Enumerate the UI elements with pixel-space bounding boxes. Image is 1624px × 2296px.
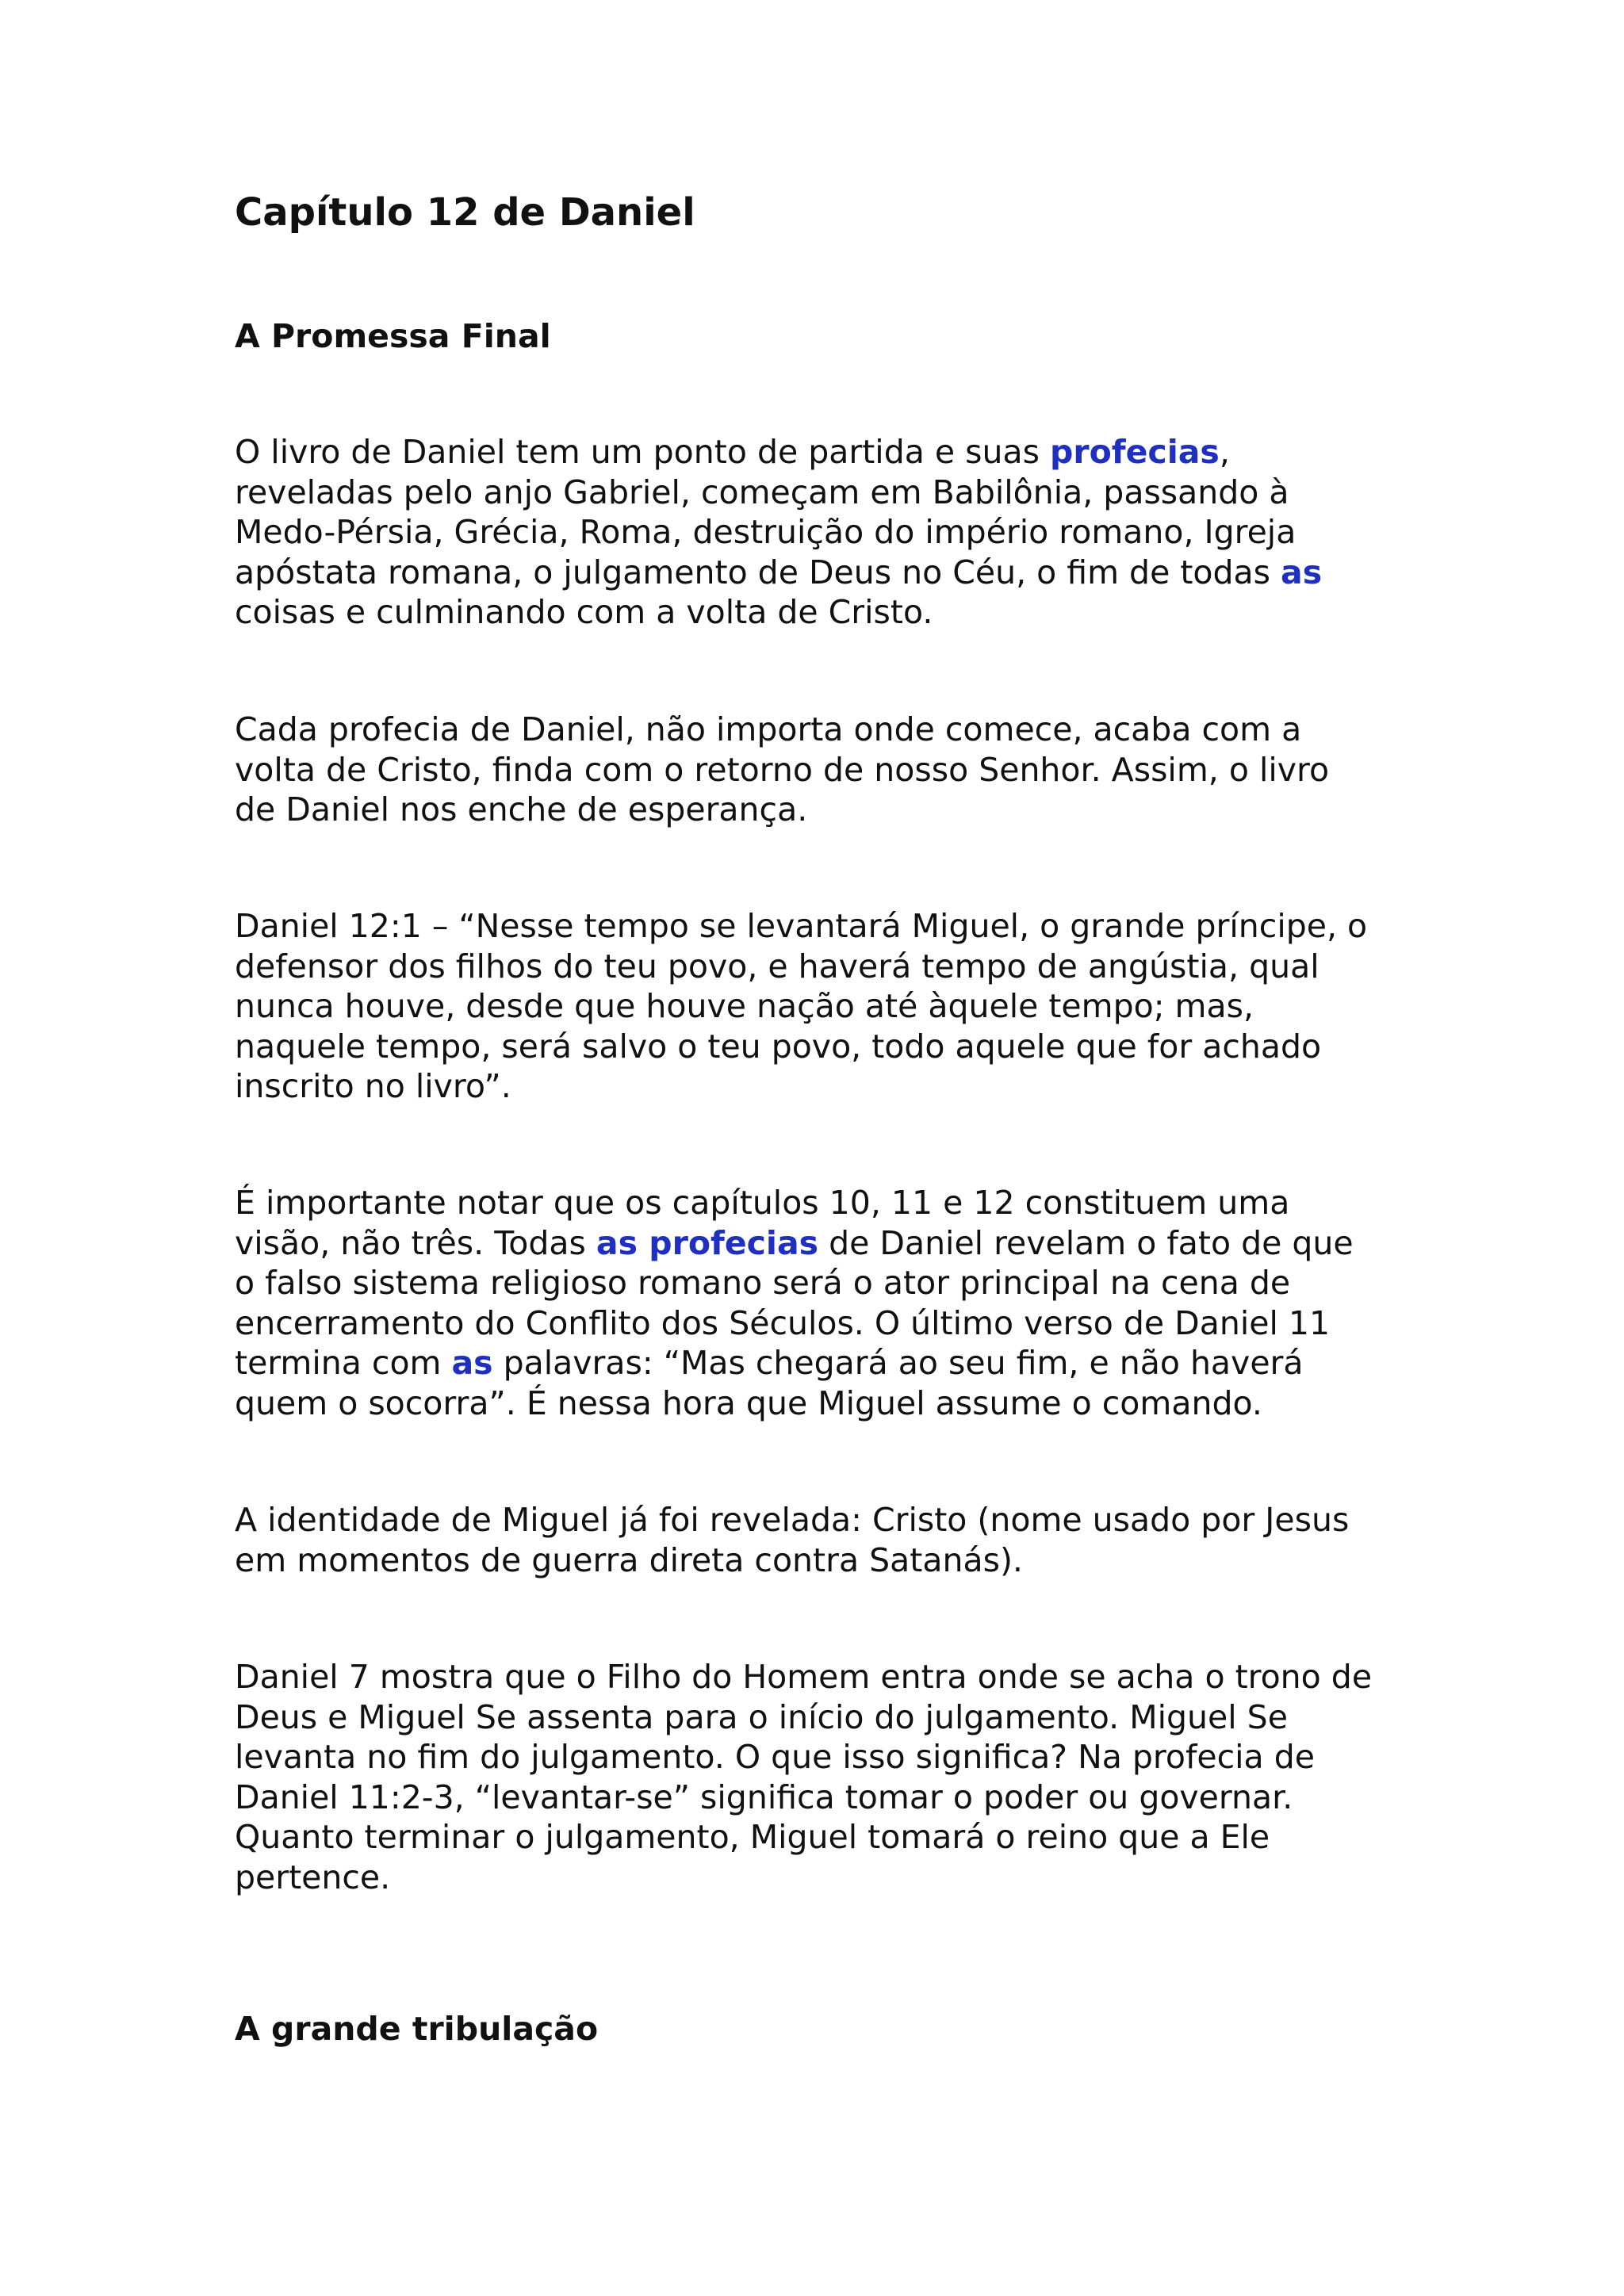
chapter-title: Capítulo 12 de Daniel bbox=[235, 190, 695, 235]
paragraph-line: Deus e Miguel Se assenta para o início do julgamento. Miguel Se bbox=[235, 1697, 1288, 1736]
paragraph-line: Medo-Pérsia, Grécia, Roma, destruição do império romano, Igreja bbox=[235, 513, 1297, 551]
paragraph-intro bbox=[235, 432, 1424, 633]
paragraph-line: Cada profecia de Daniel, não importa onde comece, acaba com a bbox=[235, 710, 1302, 748]
paragraph-line: de Daniel nos enche de esperança. bbox=[235, 790, 808, 828]
paragraph-identidade-miguel bbox=[235, 1500, 1424, 1580]
paragraph-daniel-7 bbox=[235, 1657, 1424, 1897]
paragraph-line: Daniel 7 mostra que o Filho do Homem entra onde se acha o trono de bbox=[235, 1658, 1373, 1696]
paragraph-line: reveladas pelo anjo Gabriel, começam em Babilônia, passando à bbox=[235, 473, 1289, 511]
text-run: apóstata romana, o julgamento de Deus no Céu, o fim de todas bbox=[235, 553, 1281, 591]
section-heading-promessa-final: A Promessa Final bbox=[235, 317, 551, 355]
text-run: palavras: “Mas chegará ao seu fim, e não haverá bbox=[492, 1344, 1304, 1382]
paragraph-line: pertence. bbox=[235, 1858, 391, 1896]
paragraph-line: Quanto terminar o julgamento, Miguel tomará o reino que a Ele bbox=[235, 1818, 1270, 1856]
text-run: termina com bbox=[235, 1344, 452, 1382]
paragraph-line: o falso sistema religioso romano será o ator principal na cena de bbox=[235, 1264, 1291, 1302]
section-heading-grande-tribulacao: A grande tribulação bbox=[235, 2010, 599, 2048]
keyword-link-as[interactable]: as bbox=[451, 1344, 493, 1382]
text-run: O livro de Daniel tem um ponto de partida e suas bbox=[235, 433, 1051, 471]
paragraph-line: A identidade de Miguel já foi revelada: Cristo (nome usado por Jesus bbox=[235, 1501, 1350, 1539]
paragraph-line: naquele tempo, será salvo o teu povo, todo aquele que for achado bbox=[235, 1027, 1322, 1066]
paragraph-line: volta de Cristo, finda com o retorno de nosso Senhor. Assim, o livro bbox=[235, 750, 1330, 789]
text-run: de Daniel revelam o fato de que bbox=[818, 1223, 1354, 1262]
text-run: , bbox=[1219, 433, 1230, 471]
paragraph-line: Daniel 12:1 – “Nesse tempo se levantará Miguel, o grande príncipe, o bbox=[235, 907, 1368, 945]
paragraph-esperanca bbox=[235, 710, 1424, 830]
keyword-link-as-profecias[interactable]: as profecias bbox=[596, 1223, 819, 1262]
paragraph-line bbox=[235, 1223, 1424, 1264]
text-run: visão, não três. Todas bbox=[235, 1223, 596, 1262]
paragraph-line: em momentos de guerra direta contra Satanás). bbox=[235, 1540, 1023, 1579]
keyword-link-profecias[interactable]: profecias bbox=[1050, 433, 1220, 471]
paragraph-line: coisas e culminando com a volta de Cristo. bbox=[235, 593, 933, 631]
paragraph-line: Daniel 11:2-3, “levantar-se” significa tomar o poder ou governar. bbox=[235, 1777, 1293, 1816]
paragraph-line bbox=[235, 432, 1424, 473]
paragraph-line: É importante notar que os capítulos 10, 11 e 12 constituem uma bbox=[235, 1184, 1290, 1222]
paragraph-line: quem o socorra”. É nessa hora que Miguel assume o comando. bbox=[235, 1383, 1262, 1422]
paragraph-line: inscrito no livro”. bbox=[235, 1067, 511, 1105]
paragraph-line: levanta no fim do julgamento. O que isso significa? Na profecia de bbox=[235, 1738, 1315, 1776]
paragraph-capitulos-10-11-12 bbox=[235, 1183, 1424, 1423]
paragraph-daniel-12-1 bbox=[235, 906, 1424, 1107]
paragraph-line: nunca houve, desde que houve nação até àquele tempo; mas, bbox=[235, 987, 1254, 1025]
paragraph-line: defensor dos filhos do teu povo, e haverá tempo de angústia, qual bbox=[235, 947, 1320, 985]
keyword-link-as[interactable]: as bbox=[1281, 553, 1323, 591]
paragraph-line bbox=[235, 553, 1424, 593]
paragraph-line bbox=[235, 1343, 1424, 1383]
paragraph-line: encerramento do Conflito dos Séculos. O último verso de Daniel 11 bbox=[235, 1303, 1331, 1342]
